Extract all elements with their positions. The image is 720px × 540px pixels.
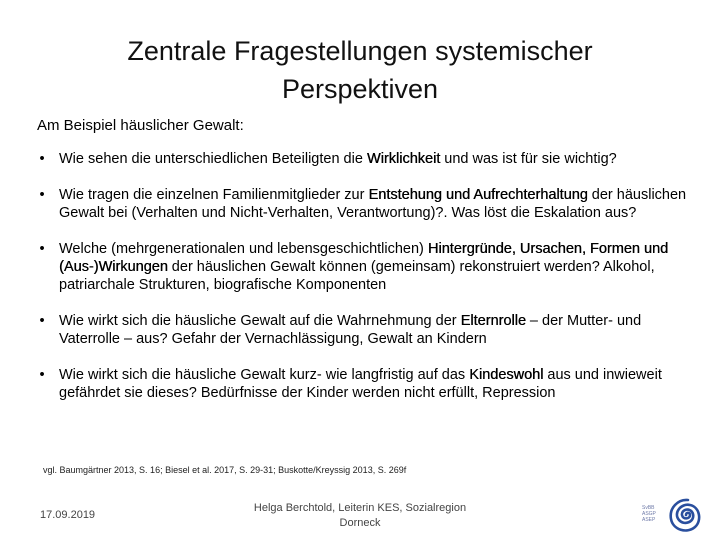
bullet-marker: • [39,313,45,329]
bullet-item [37,240,687,294]
footer-author-line: Dorneck [339,517,381,529]
bullet-text: Wie wirkt sich die häusliche Gewalt kurz- wie langfristig auf das [59,367,470,383]
bullet-item [37,366,687,402]
bullet-item [37,312,687,348]
bullet-item [37,150,687,168]
bullet-list [37,150,687,420]
bullet-emphasis: Wirklichkeit [366,151,441,167]
bullet-emphasis: Hintergründe, Ursachen, Formen und (Aus-)Wirkungen [59,241,669,275]
footer-author-line: Helga Berchtold, Leiterin KES, Sozialregion [253,502,467,514]
bullet-text: aus und inwieweit gefährdet sie dieses? Bedürfnisse der Kinder werden nicht erfüllt, Repression [59,367,662,401]
bullet-item [37,186,687,222]
bullet-emphasis: Elternrolle [460,313,526,329]
bullet-text: Wie wirkt sich die häusliche Gewalt auf die Wahrnehmung der [59,313,461,329]
footer-date: 17.09.2019 [40,509,96,521]
bullet-marker: • [39,151,45,167]
org-line: SvBB [642,505,655,511]
bullet-marker: • [39,187,45,203]
bullet-text: und was ist für sie wichtig? [440,151,617,167]
bullet-text: – der Mutter- und Vaterrolle – aus? Gefahr der Vernachlässigung, Gewalt an Kindern [59,313,642,347]
org-line: ASEP [642,517,656,523]
bullet-text: der häuslichen Gewalt bei (Verhalten und Nicht-Verhalten, Verantwortung)?. Was löst die Eskalation aus? [59,187,687,221]
bullet-text: Wie sehen die unterschiedlichen Beteiligten die [59,151,367,167]
intro-text: Am Beispiel häuslicher Gewalt: [37,117,244,134]
bullet-emphasis: Kindeswohl [469,367,544,383]
footer-author [240,501,480,531]
bullet-text: Welche (mehrgenerationalen und lebensgeschichtlichen) [59,241,428,257]
bullet-marker: • [39,367,45,383]
bullet-emphasis: Entstehung und Aufrechterhaltung [368,187,588,203]
org-abbreviations [642,505,656,523]
bullet-text: der häuslichen Gewalt können (gemeinsam) rekonstruiert werden? Alkohol, patriarchale Strukturen, biografische Komponenten [59,259,655,293]
bullet-marker: • [39,241,45,257]
slide-title: Zentrale Fragestellungen systemischer Perspektiven [127,36,593,104]
reference-note: vgl. Baumgärtner 2013, S. 16; Biesel et al. 2017, S. 29-31; Buskotte/Kreyssig 2013, S. 269f [43,465,407,475]
spiral-logo-icon [660,492,712,538]
bullet-text: Wie tragen die einzelnen Familienmitglieder zur [59,187,369,203]
org-line: ASGP [642,511,656,517]
